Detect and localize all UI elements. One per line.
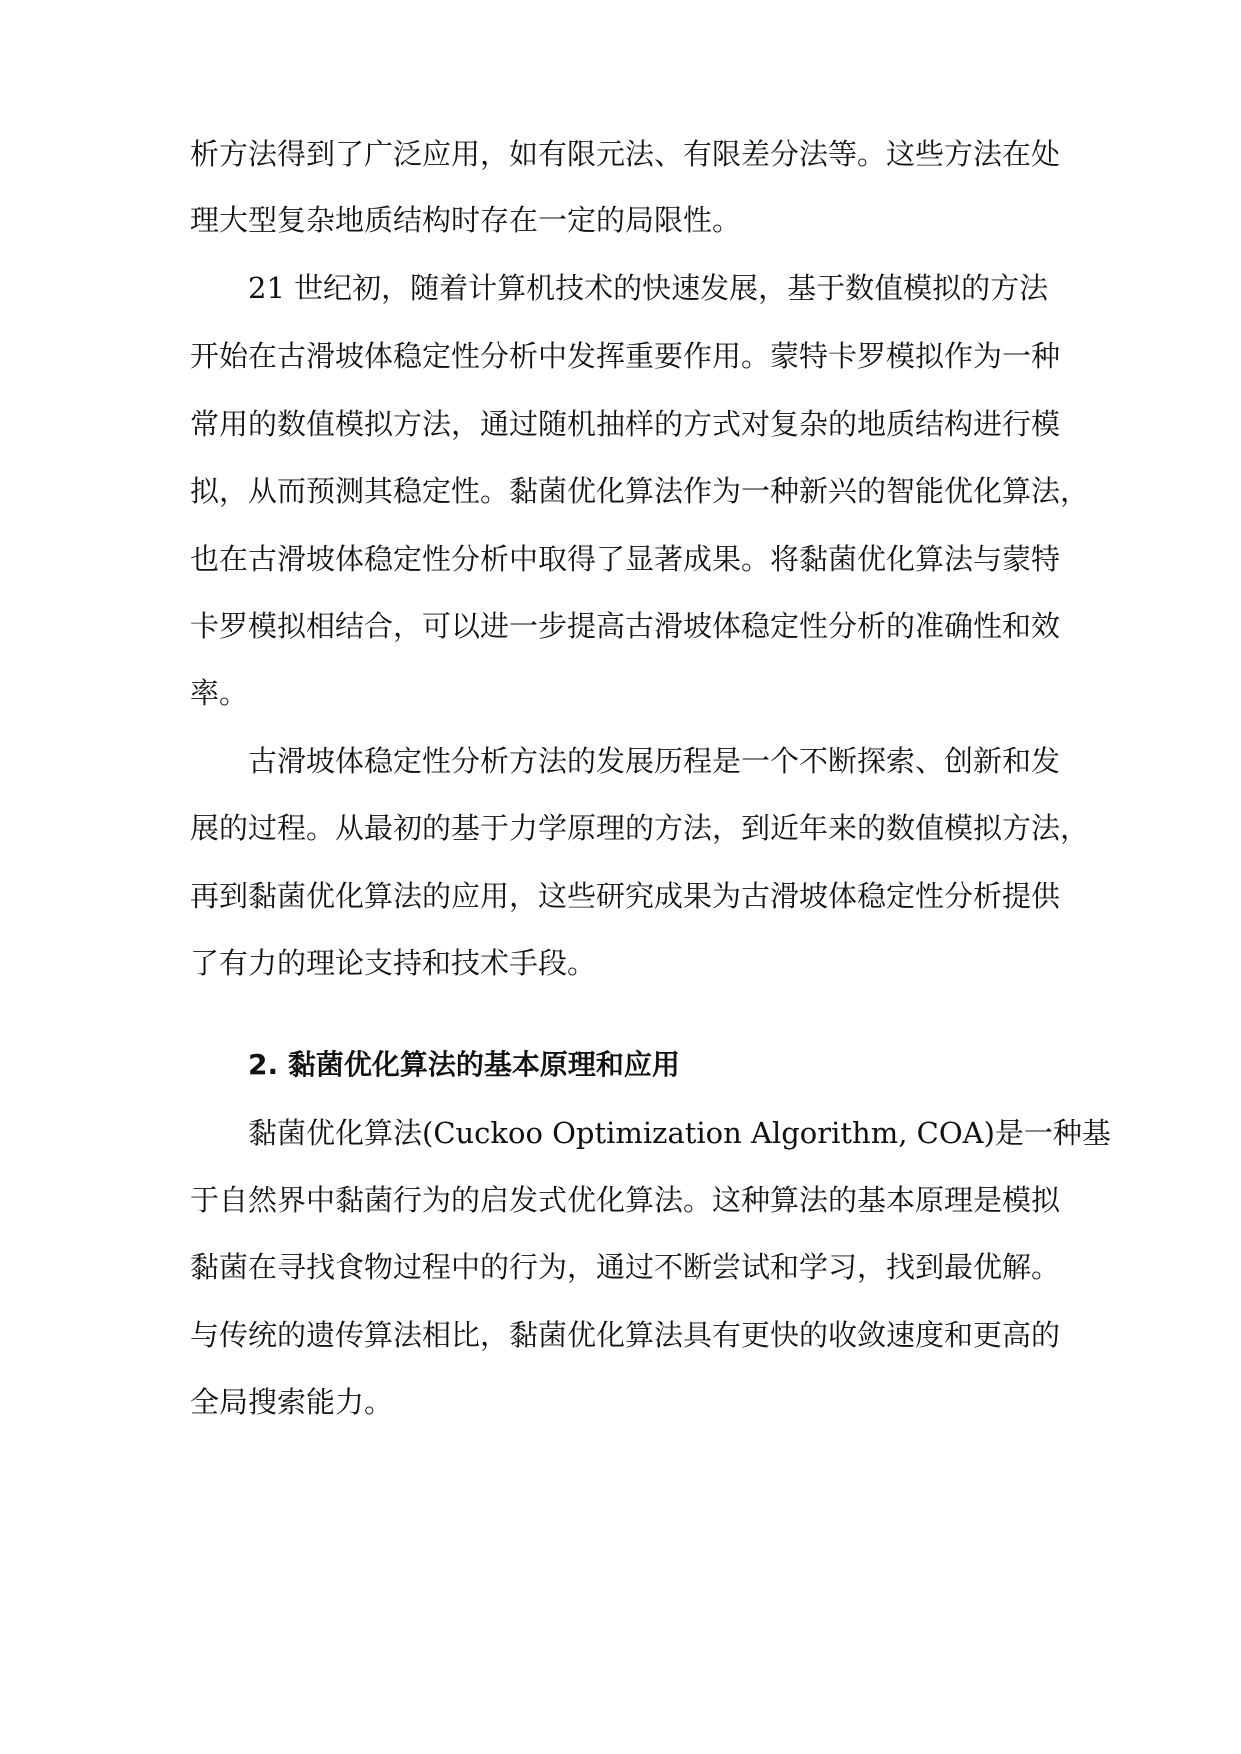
paragraph-2-line-2: 开始在古滑坡体稳定性分析中发挥重要作用。蒙特卡罗模拟作为一种 [190,339,1061,373]
section-paragraph-line-2: 于自然界中黏菌行为的启发式优化算法。这种算法的基本原理是模拟 [190,1183,1061,1217]
section-paragraph-line-1: 黏菌优化算法(Cuckoo Optimization Algorithm, COA)是一种基 [248,1116,1111,1150]
paragraph-2-line-1: 21 世纪初，随着计算机技术的快速发展，基于数值模拟的方法 [248,271,1049,305]
paragraph-2-line-4: 拟，从而预测其稳定性。黏菌优化算法作为一种新兴的智能优化算法， [190,474,1090,508]
paragraph-1-line-2: 理大型复杂地质结构时存在一定的局限性。 [190,203,742,237]
section-paragraph-line-5: 全局搜索能力。 [190,1385,394,1419]
paragraph-3-line-2: 展的过程。从最初的基于力学原理的方法，到近年来的数值模拟方法， [190,811,1090,845]
paragraph-3-line-4: 了有力的理论支持和技术手段。 [190,946,597,980]
paragraph-1-line-1: 析方法得到了广泛应用，如有限元法、有限差分法等。这些方法在处 [190,137,1061,171]
paragraph-2-line-5: 也在古滑坡体稳定性分析中取得了显著成果。将黏菌优化算法与蒙特 [190,542,1061,576]
paragraph-3-line-1: 古滑坡体稳定性分析方法的发展历程是一个不断探索、创新和发 [248,744,1061,778]
paragraph-3-line-3: 再到黏菌优化算法的应用，这些研究成果为古滑坡体稳定性分析提供 [190,879,1061,913]
paragraph-2-line-6: 卡罗模拟相结合，可以进一步提高古滑坡体稳定性分析的准确性和效 [190,609,1061,643]
section-paragraph-line-4: 与传统的遗传算法相比，黏菌优化算法具有更快的收敛速度和更高的 [190,1318,1061,1352]
section-paragraph-line-3: 黏菌在寻找食物过程中的行为，通过不断尝试和学习，找到最优解。 [190,1250,1061,1284]
paragraph-2-line-7: 率。 [190,676,249,710]
section-heading: 2. 黏菌优化算法的基本原理和应用 [248,1048,680,1081]
paragraph-2-line-3: 常用的数值模拟方法，通过随机抽样的方式对复杂的地质结构进行模 [190,407,1061,441]
